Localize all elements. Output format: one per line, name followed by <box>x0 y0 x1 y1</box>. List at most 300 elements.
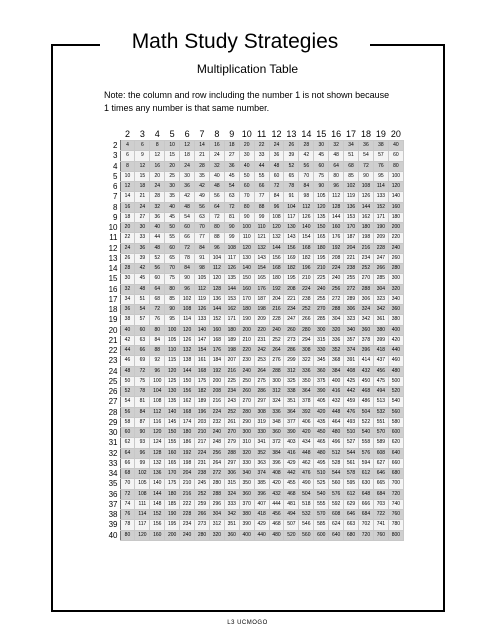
product-cell: 143 <box>254 253 269 263</box>
product-cell: 420 <box>269 479 284 489</box>
product-cell: 544 <box>344 448 359 458</box>
product-cell: 52 <box>120 387 135 397</box>
product-cell: 195 <box>284 274 299 284</box>
product-cell: 380 <box>388 315 403 325</box>
product-cell: 144 <box>269 243 284 253</box>
product-cell: 10 <box>165 141 180 151</box>
product-cell: 486 <box>359 397 374 407</box>
product-cell: 368 <box>329 356 344 366</box>
product-cell: 116 <box>150 417 165 427</box>
table-row <box>104 499 404 509</box>
product-cell: 126 <box>299 212 314 222</box>
product-cell: 210 <box>299 274 314 284</box>
product-cell: 333 <box>224 499 239 509</box>
table-row <box>104 510 404 520</box>
product-cell: 64 <box>329 161 344 171</box>
product-cell: 425 <box>344 376 359 386</box>
table-row <box>104 530 404 541</box>
product-cell: 288 <box>329 305 344 315</box>
table-row <box>104 335 404 345</box>
product-cell: 104 <box>150 387 165 397</box>
product-cell: 570 <box>314 510 329 520</box>
product-cell: 126 <box>180 335 195 345</box>
product-cell: 240 <box>269 325 284 335</box>
product-cell: 720 <box>388 489 403 499</box>
product-cell: 345 <box>314 356 329 366</box>
product-cell: 322 <box>299 356 314 366</box>
row-header: 34 <box>108 469 118 479</box>
product-cell: 279 <box>224 438 239 448</box>
product-cell: 224 <box>329 264 344 274</box>
product-cell: 700 <box>388 479 403 489</box>
product-cell: 495 <box>314 458 329 468</box>
product-cell: 32 <box>209 161 224 171</box>
product-cell: 144 <box>224 284 239 294</box>
product-cell: 286 <box>254 387 269 397</box>
product-cell: 24 <box>180 161 195 171</box>
product-cell: 198 <box>359 233 374 243</box>
product-cell: 280 <box>195 530 210 541</box>
product-cell: 561 <box>344 458 359 468</box>
product-cell: 442 <box>284 469 299 479</box>
product-cell: 528 <box>329 458 344 468</box>
product-cell: 112 <box>150 407 165 417</box>
product-cell: 209 <box>254 315 269 325</box>
product-cell: 70 <box>299 171 314 181</box>
product-cell: 216 <box>359 243 374 253</box>
product-cell: 90 <box>165 305 180 315</box>
product-cell: 646 <box>373 469 388 479</box>
product-cell: 24 <box>135 202 150 212</box>
product-cell: 180 <box>239 305 254 315</box>
product-cell: 496 <box>329 438 344 448</box>
row-header: 20 <box>108 325 118 335</box>
column-header: 16 <box>331 128 342 139</box>
product-cell: 54 <box>359 151 374 161</box>
product-cell: 320 <box>388 284 403 294</box>
product-cell: 760 <box>373 530 388 541</box>
product-cell: 66 <box>180 233 195 243</box>
product-cell: 250 <box>239 376 254 386</box>
product-cell: 84 <box>150 335 165 345</box>
product-cell: 560 <box>329 479 344 489</box>
product-cell: 240 <box>180 530 195 541</box>
product-cell: 111 <box>135 499 150 509</box>
product-cell: 315 <box>224 479 239 489</box>
product-cell: 114 <box>180 315 195 325</box>
product-cell: 80 <box>388 161 403 171</box>
product-cell: 171 <box>224 315 239 325</box>
product-cell: 39 <box>284 151 299 161</box>
product-cell: 136 <box>150 469 165 479</box>
product-cell: 180 <box>269 274 284 284</box>
product-cell: 203 <box>195 417 210 427</box>
product-cell: 272 <box>344 284 359 294</box>
product-cell: 555 <box>314 499 329 509</box>
product-cell: 50 <box>165 223 180 233</box>
product-cell: 420 <box>299 428 314 438</box>
row-header: 6 <box>113 182 118 192</box>
product-cell: 216 <box>224 366 239 376</box>
product-cell: 70 <box>239 192 254 202</box>
product-cell: 155 <box>165 438 180 448</box>
product-cell: 70 <box>165 264 180 274</box>
row-header: 22 <box>108 346 118 356</box>
product-cell: 72 <box>180 243 195 253</box>
product-cell: 10 <box>120 171 135 181</box>
product-cell: 594 <box>359 458 374 468</box>
product-cell: 684 <box>359 510 374 520</box>
product-cell: 132 <box>150 458 165 468</box>
product-cell: 90 <box>359 171 374 181</box>
product-cell: 380 <box>373 325 388 335</box>
product-cell: 128 <box>150 448 165 458</box>
product-cell: 392 <box>299 407 314 417</box>
product-cell: 174 <box>180 417 195 427</box>
product-cell: 130 <box>165 387 180 397</box>
column-header: 15 <box>316 128 327 139</box>
product-cell: 222 <box>180 499 195 509</box>
product-cell: 30 <box>314 141 329 151</box>
product-cell: 560 <box>299 530 314 541</box>
product-cell: 300 <box>388 274 403 284</box>
product-cell: 135 <box>224 274 239 284</box>
product-cell: 48 <box>209 182 224 192</box>
product-cell: 117 <box>135 520 150 530</box>
product-cell: 48 <box>329 151 344 161</box>
product-cell: 108 <box>224 243 239 253</box>
footer-code: L3 UCMOGO <box>227 620 268 626</box>
product-cell: 192 <box>180 448 195 458</box>
product-cell: 6 <box>120 151 135 161</box>
product-cell: 20 <box>120 223 135 233</box>
product-cell: 42 <box>120 335 135 345</box>
product-cell: 32 <box>329 141 344 151</box>
table-row <box>104 141 404 151</box>
product-cell: 87 <box>135 417 150 427</box>
product-cell: 350 <box>239 479 254 489</box>
product-cell: 112 <box>209 264 224 274</box>
product-cell: 60 <box>269 171 284 181</box>
product-cell: 240 <box>209 428 224 438</box>
product-cell: 760 <box>388 510 403 520</box>
table-row <box>104 161 404 171</box>
table-row <box>104 479 404 489</box>
product-cell: 414 <box>359 356 374 366</box>
product-cell: 117 <box>284 212 299 222</box>
product-cell: 57 <box>135 315 150 325</box>
product-cell: 4 <box>120 141 135 151</box>
product-cell: 600 <box>388 428 403 438</box>
product-cell: 234 <box>224 387 239 397</box>
product-cell: 204 <box>269 294 284 304</box>
product-cell: 248 <box>209 438 224 448</box>
product-cell: 50 <box>239 171 254 181</box>
product-cell: 60 <box>150 274 165 284</box>
product-cell: 304 <box>209 510 224 520</box>
product-cell: 18 <box>135 182 150 192</box>
product-cell: 170 <box>239 294 254 304</box>
product-cell: 60 <box>388 151 403 161</box>
product-cell: 153 <box>344 212 359 222</box>
product-cell: 384 <box>329 366 344 376</box>
product-cell: 198 <box>224 346 239 356</box>
product-cell: 190 <box>165 510 180 520</box>
product-cell: 81 <box>135 397 150 407</box>
product-cell: 168 <box>209 335 224 345</box>
product-cell: 336 <box>329 335 344 345</box>
product-cell: 96 <box>269 202 284 212</box>
product-cell: 108 <box>150 397 165 407</box>
table-row <box>104 417 404 427</box>
product-cell: 136 <box>209 294 224 304</box>
product-cell: 91 <box>195 253 210 263</box>
product-cell: 231 <box>195 458 210 468</box>
product-cell: 95 <box>373 171 388 181</box>
product-cell: 570 <box>373 428 388 438</box>
product-cell: 120 <box>165 366 180 376</box>
product-cell: 8 <box>120 161 135 171</box>
product-cell: 57 <box>373 151 388 161</box>
product-cell: 220 <box>254 325 269 335</box>
product-cell: 110 <box>239 233 254 243</box>
product-cell: 34 <box>120 294 135 304</box>
product-cell: 24 <box>269 141 284 151</box>
product-cell: 60 <box>135 325 150 335</box>
product-cell: 360 <box>314 366 329 376</box>
product-cell: 48 <box>135 284 150 294</box>
product-cell: 370 <box>239 499 254 509</box>
product-cell: 260 <box>388 253 403 263</box>
product-cell: 666 <box>359 499 374 509</box>
product-cell: 90 <box>314 182 329 192</box>
table-row <box>104 325 404 335</box>
product-cell: 408 <box>269 469 284 479</box>
product-cell: 338 <box>284 387 299 397</box>
row-header: 21 <box>108 335 118 345</box>
product-cell: 144 <box>209 305 224 315</box>
product-cell: 308 <box>254 407 269 417</box>
product-cell: 26 <box>120 253 135 263</box>
product-cell: 192 <box>329 243 344 253</box>
product-cell: 253 <box>254 356 269 366</box>
product-cell: 152 <box>150 510 165 520</box>
table-corner <box>104 127 120 141</box>
product-cell: 12 <box>135 161 150 171</box>
product-cell: 152 <box>209 315 224 325</box>
product-cell: 138 <box>180 356 195 366</box>
product-cell: 28 <box>150 192 165 202</box>
product-cell: 48 <box>180 202 195 212</box>
product-cell: 665 <box>373 479 388 489</box>
product-cell: 22 <box>120 233 135 243</box>
product-cell: 105 <box>314 192 329 202</box>
product-cell: 308 <box>299 346 314 356</box>
product-cell: 36 <box>150 212 165 222</box>
table-row <box>104 233 404 243</box>
product-cell: 24 <box>120 243 135 253</box>
product-cell: 220 <box>388 233 403 243</box>
product-cell: 132 <box>254 243 269 253</box>
product-cell: 390 <box>239 520 254 530</box>
product-cell: 180 <box>180 428 195 438</box>
product-cell: 120 <box>209 274 224 284</box>
product-cell: 65 <box>284 171 299 181</box>
product-cell: 182 <box>299 253 314 263</box>
product-cell: 100 <box>165 325 180 335</box>
product-cell: 63 <box>195 212 210 222</box>
product-cell: 20 <box>150 171 165 181</box>
product-cell: 660 <box>388 458 403 468</box>
product-cell: 348 <box>269 417 284 427</box>
product-cell: 342 <box>359 315 374 325</box>
product-cell: 56 <box>299 161 314 171</box>
product-cell: 324 <box>224 489 239 499</box>
product-cell: 135 <box>314 212 329 222</box>
table-row <box>104 315 404 325</box>
product-cell: 64 <box>150 284 165 294</box>
product-cell: 110 <box>254 223 269 233</box>
product-cell: 462 <box>299 458 314 468</box>
product-cell: 527 <box>344 438 359 448</box>
product-cell: 456 <box>373 366 388 376</box>
product-cell: 200 <box>209 376 224 386</box>
product-cell: 105 <box>165 335 180 345</box>
product-cell: 25 <box>165 171 180 181</box>
product-cell: 296 <box>209 499 224 509</box>
product-cell: 740 <box>388 499 403 509</box>
product-cell: 198 <box>254 305 269 315</box>
product-cell: 154 <box>254 264 269 274</box>
product-cell: 420 <box>388 335 403 345</box>
product-cell: 40 <box>239 161 254 171</box>
product-cell: 72 <box>120 489 135 499</box>
product-cell: 336 <box>299 366 314 376</box>
row-header: 7 <box>113 192 118 202</box>
product-cell: 117 <box>224 253 239 263</box>
table-row <box>104 366 404 376</box>
product-cell: 99 <box>135 458 150 468</box>
product-cell: 75 <box>165 274 180 284</box>
table-row <box>104 438 404 448</box>
row-header: 4 <box>113 161 118 171</box>
product-cell: 105 <box>135 479 150 489</box>
product-cell: 160 <box>329 223 344 233</box>
product-cell: 84 <box>269 192 284 202</box>
product-cell: 99 <box>224 233 239 243</box>
product-cell: 231 <box>254 335 269 345</box>
product-cell: 275 <box>254 376 269 386</box>
product-cell: 364 <box>284 407 299 417</box>
product-cell: 276 <box>269 356 284 366</box>
product-cell: 544 <box>329 469 344 479</box>
table-row <box>104 171 404 181</box>
product-cell: 132 <box>269 233 284 243</box>
product-cell: 90 <box>224 223 239 233</box>
product-cell: 80 <box>209 223 224 233</box>
product-cell: 108 <box>180 305 195 315</box>
product-cell: 252 <box>195 489 210 499</box>
product-cell: 28 <box>299 141 314 151</box>
product-cell: 640 <box>388 448 403 458</box>
product-cell: 90 <box>239 212 254 222</box>
product-cell: 663 <box>344 520 359 530</box>
table-note: Note: the column and row including the number 1 is not shown because 1 times any number is that same number. <box>104 90 390 113</box>
product-cell: 612 <box>359 469 374 479</box>
product-cell: 780 <box>388 520 403 530</box>
product-cell: 184 <box>209 356 224 366</box>
product-cell: 44 <box>150 233 165 243</box>
product-cell: 221 <box>284 294 299 304</box>
product-cell: 143 <box>284 233 299 243</box>
product-cell: 72 <box>209 212 224 222</box>
product-cell: 156 <box>269 253 284 263</box>
column-header: 2 <box>124 128 130 139</box>
product-cell: 512 <box>329 448 344 458</box>
product-cell: 136 <box>344 202 359 212</box>
product-cell: 406 <box>299 417 314 427</box>
table-row <box>104 294 404 304</box>
product-cell: 232 <box>209 417 224 427</box>
product-cell: 245 <box>195 479 210 489</box>
product-cell: 403 <box>284 438 299 448</box>
row-header: 13 <box>108 253 118 263</box>
product-cell: 169 <box>284 253 299 263</box>
product-cell: 185 <box>165 499 180 509</box>
product-cell: 200 <box>388 223 403 233</box>
product-cell: 15 <box>135 171 150 181</box>
product-cell: 270 <box>224 428 239 438</box>
product-cell: 120 <box>239 243 254 253</box>
product-cell: 104 <box>209 253 224 263</box>
product-cell: 30 <box>135 223 150 233</box>
product-cell: 448 <box>329 407 344 417</box>
product-cell: 210 <box>195 428 210 438</box>
product-cell: 190 <box>239 315 254 325</box>
product-cell: 80 <box>150 325 165 335</box>
product-cell: 702 <box>359 520 374 530</box>
product-cell: 156 <box>150 520 165 530</box>
product-cell: 84 <box>299 182 314 192</box>
product-cell: 77 <box>254 192 269 202</box>
product-cell: 72 <box>150 305 165 315</box>
product-cell: 6 <box>135 141 150 151</box>
product-cell: 18 <box>180 151 195 161</box>
product-cell: 595 <box>344 479 359 489</box>
product-cell: 140 <box>299 223 314 233</box>
product-cell: 66 <box>135 346 150 356</box>
product-cell: 224 <box>195 448 210 458</box>
row-header: 29 <box>108 417 118 427</box>
column-header: 17 <box>346 128 357 139</box>
product-cell: 261 <box>224 417 239 427</box>
product-cell: 510 <box>314 469 329 479</box>
product-cell: 160 <box>388 202 403 212</box>
row-header: 38 <box>108 510 118 520</box>
product-cell: 400 <box>388 325 403 335</box>
product-cell: 330 <box>239 458 254 468</box>
product-cell: 50 <box>120 376 135 386</box>
product-cell: 640 <box>329 530 344 541</box>
product-cell: 330 <box>314 346 329 356</box>
product-cell: 34 <box>344 141 359 151</box>
product-cell: 444 <box>269 499 284 509</box>
product-cell: 288 <box>209 489 224 499</box>
product-cell: 256 <box>209 448 224 458</box>
product-cell: 120 <box>135 530 150 541</box>
product-cell: 114 <box>135 510 150 520</box>
row-header: 17 <box>108 294 118 304</box>
